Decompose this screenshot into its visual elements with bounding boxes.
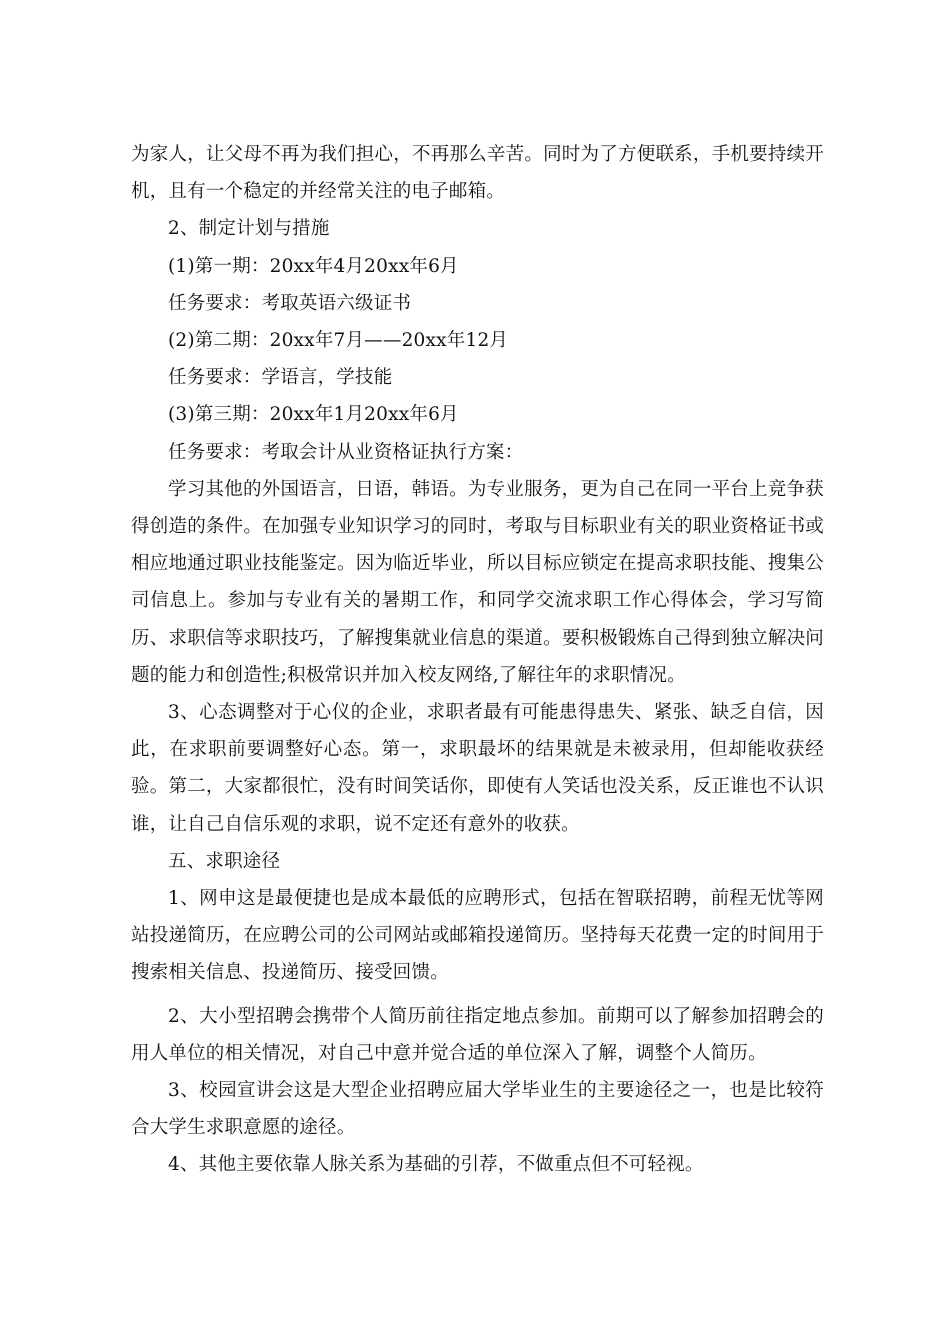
paragraph-online-application: 1、网申这是最便捷也是成本最低的应聘形式，包括在智联招聘，前程无忧等网站投递简历，在应聘公司的公司网站或邮箱投递简历。坚持每天花费一定的时间用于搜索相关信息、投递简历、接受回馈。	[131, 888, 824, 984]
paragraph-phase-3-task: 任务要求：考取会计从业资格证执行方案：	[168, 441, 524, 463]
section-heading-job-channels: 五、求职途径	[168, 850, 281, 872]
paragraph-phase-1: (1)第一期：20xx年4月20xx年6月	[168, 255, 459, 277]
paragraph-phase-1-task: 任务要求：考取英语六级证书	[168, 292, 412, 314]
paragraph-phase-2-task: 任务要求：学语言，学技能	[168, 367, 393, 389]
paragraph-phase-3: (3)第三期：20xx年1月20xx年6月	[168, 404, 459, 426]
paragraph-mindset: 3、心态调整对于心仪的企业，求职者最有可能患得患失、紧张、缺乏自信，因此，在求职前要调整好心态。第一，求职最坏的结果就是未被录用，但却能收获经验。第二，大家都很忙，没有时间笑话你，即使有人笑话也没关系，反正谁也不认识谁，让自己自信乐观的求职，说不定还有意外的收获。	[131, 702, 824, 835]
paragraph-family-intro: 为家人，让父母不再为我们担心，不再那么辛苦。同时为了方便联系，手机要持续开机，且有一个稳定的并经常关注的电子邮箱。	[131, 144, 824, 203]
paragraph-language-study: 学习其他的外国语言，日语，韩语。为专业服务，更为自己在同一平台上竞争获得创造的条件。在加强专业知识学习的同时，考取与目标职业有关的职业资格证书或相应地通过职业技能鉴定。因为临近毕业，所以目标应锁定在提高求职技能、搜集公司信息上。参加与专业有关的暑期工作，和同学交流求职工作心得体会，学习写简历、求职信等求职技巧，了解搜集就业信息的渠道。要积极锻炼自己得到独立解决问题的能力和创造性;积极常识并加入校友网络,了解往年的求职情况。	[131, 478, 824, 686]
paragraph-job-fair: 2、大小型招聘会携带个人简历前往指定地点参加。前期可以了解参加招聘会的用人单位的相关情况，对自己中意并觉合适的单位深入了解，调整个人简历。	[131, 1005, 824, 1064]
paragraph-referral: 4、其他主要依靠人脉关系为基础的引荐，不做重点但不可轻视。	[168, 1154, 704, 1176]
paragraph-campus-talk: 3、校园宣讲会这是大型企业招聘应届大学毕业生的主要途径之一，也是比较符合大学生求职意愿的途径。	[131, 1080, 824, 1139]
paragraph-phase-2: (2)第二期：20xx年7月——20xx年12月	[168, 330, 509, 352]
paragraph-plan-heading: 2、制定计划与措施	[168, 218, 330, 240]
document-body	[131, 136, 824, 1184]
